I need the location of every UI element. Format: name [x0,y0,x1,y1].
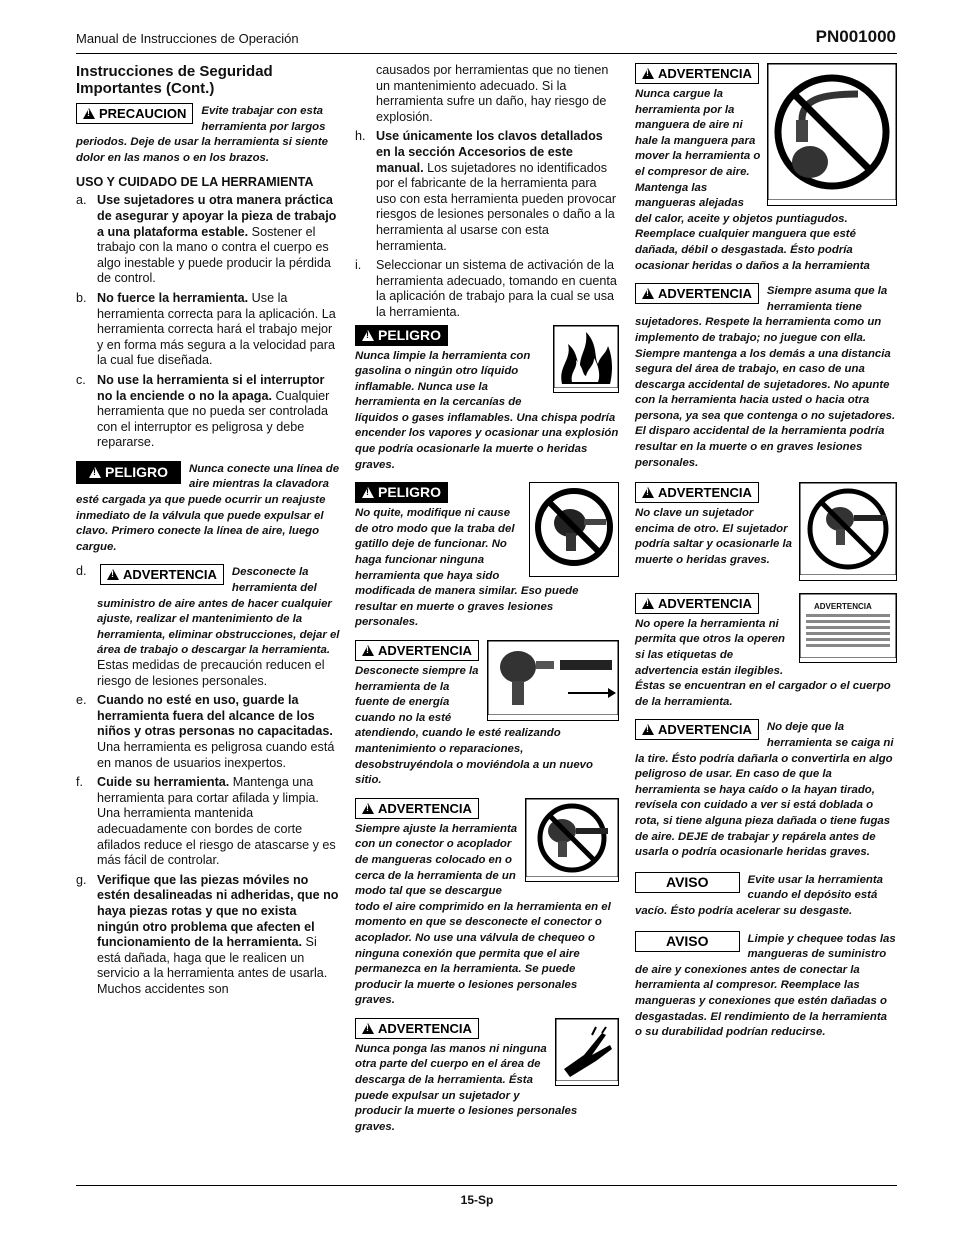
advertencia-badge: ! ADVERTENCIA [355,640,479,661]
advertencia-badge: ! ADVERTENCIA [355,798,479,819]
item-list [76,193,340,451]
label-badge: ADVERTENCIA [814,601,872,611]
list-item: f. Cuide su herramienta. Mantenga una herramienta para cortar afilada y limpia. Una herramienta mantenida adecuadamente con bordes de corte afilados reduce el riesgo de atascarse y es más fácil de controlar. [76,775,336,868]
list-item: g. Verifique que las piezas móviles no estén desalineadas ni adheridas, que no haya piezas rotas y que no exista ningún otro problema que afecten el funcionamiento de la herramienta. Si está dañada, haga que le realicen un servicio a la herramienta antes de usarla. Muchos accidentes son [76,872,339,996]
warning-text: No deje que la herramienta se caiga ni la tire. Ésto podría dañarla o convertirla en algo peligroso de usar. En caso de que la herramienta se haya caído o la hayan tirado, revísela con cuidado a ver si está doblada o rota, si tiene alguna pieza dañada o tiene fugas de aire. DEJE de trabajar y repárela antes de usarla o podría ocasionarle heridas graves. [635,721,894,859]
warning-text: Nunca ponga las manos ni ninguna otra parte del cuerpo en el área de descarga de la herramienta. Ésta puede expulsar un sujetador y producir la muerte o lesiones personales graves. [355,1042,578,1133]
warning-triangle-icon [89,467,101,478]
advertencia-badge: ! ADVERTENCIA [100,564,224,585]
page-number: 15-Sp [460,1193,494,1207]
warning-triangle-icon [642,724,654,735]
warning-text: No clave un sujetador encima de otro. El sujetador podría saltar y ocasionarle la muerte o heridas graves. [635,507,793,567]
no-modify-tool-icon [529,482,619,577]
warning-text: Siempre ajuste la herramienta con un conector o acoplador de mangueras colocado en o cerca de la herramienta de un modo tal que se descargue todo el aire comprimido en la herramienta en el momento en que se desconecte el conector o acoplador. No use una válvula de chequeo o ninguna conexión que permita que el aire permanezca en la herramienta. Se puede producir la muerte o lesiones personales graves. [355,822,611,1007]
peligro-block [76,461,340,555]
warning-text: Evite usar la herramienta cuando el depósito está vacío. Ésto podría acelerar su desgaste. [635,873,884,917]
precaucion-badge: ! PRECAUCION [76,103,193,124]
warning-triangle-icon [362,1023,374,1034]
advertencia-block [635,63,897,273]
warning-triangle-icon [107,569,119,580]
peligro-text: Nunca conecte una línea de aire mientras la clavadora esté cargada ya que puede ocurrir un reajuste inmediato de la válvula que puede expulsar el clavo. Primero conecte la línea de aire, luego cargue. [76,462,340,553]
manual-title: Manual de Instrucciones de Operación [76,31,299,46]
warning-label-icon [799,593,897,664]
header-rule [76,53,897,54]
aviso-block [635,872,897,921]
advertencia-block [635,283,897,472]
precaucion-block [76,103,340,165]
item-list [355,129,619,320]
warning-triangle-icon [362,803,374,814]
peligro-badge: ! PELIGRO [355,482,448,503]
warning-triangle-icon [362,645,374,656]
warning-text: Nunca limpie la herramienta con gasolina o ningún otro líquido inflamable. Nunca use la herramienta en la cercanías de líquidos o gases inflamables. Una chispa podría encender los vapores y ocasionar una explosión que podría ocasionarle la muerte o heridas graves. [355,349,619,471]
warning-triangle-icon [642,598,654,609]
warning-text: Desconecte siempre la herramienta de la fuente de energía cuando no la esté atendiendo, cuando le esté realizando mantenimiento o reparaciones, desobstruyéndola o moviéndola a un nuevo sitio. [355,665,593,787]
list-item: c. No use la herramienta si el interruptor no la enciende o no la apaga. Cualquier herramienta que no pueda ser controlada con el interruptor es peligrosa y debe repararse. [76,372,330,450]
disconnect-air-icon [487,640,619,721]
peligro-badge: ! PELIGRO [76,461,181,484]
warning-text: Siempre asuma que la herramienta tiene sujetadores. Respete la herramienta como un implemento de trabajo; no juegue con ella. Siempre mantenga a los demás a una distancia segura del área de trabajo, en caso de una descarga accidental de sujetadores. No apunte con la herramienta hacia usted o hacia otra persona, ya sea que contenga o no sujetadores. El disparo accidental de la herramienta podría resultar en la muerte o en graves lesiones personales. [635,285,896,469]
footer-rule [76,1185,897,1186]
warning-triangle-icon [362,487,374,498]
warning-triangle-icon [642,288,654,299]
warning-triangle-icon [362,330,374,341]
item-list-2 [76,693,340,997]
warning-text: Limpie y chequee todas las mangueras de suministro de aire y conexiones antes de conectar la herramienta al compresor. Reemplace las mangueras y conexiones que estén dañadas o desgastadas. El rendimiento de la herramienta o su durabilidad podrían reducirse. [635,932,896,1039]
warning-triangle-icon [642,487,654,498]
warning-text: Nunca cargue la herramienta por la manguera de aire ni hale la manguera para mover la herramienta o el compresor de aire. Mantenga las mangueras alejadas del calor, aceite y objetos puntiagudos. Reemplace cualquier manguera que esté dañada, débil o desgastada. Ésto podría ocasionar heridas o daños a la herramienta [635,88,870,272]
no-nail-over-nail-icon [799,482,897,581]
advertencia-block [635,719,897,861]
advertencia-badge: ! ADVERTENCIA [635,719,759,740]
part-number: PN001000 [815,27,896,46]
column-2 [355,63,619,1144]
aviso-block [635,931,897,1042]
advertencia-block [355,798,619,1008]
advertencia-badge: ! ADVERTENCIA [635,482,759,503]
advertencia-block [355,1018,619,1135]
aviso-badge: AVISO [635,931,740,952]
advertencia-badge: ! ADVERTENCIA [635,593,759,614]
advertencia-badge: ! ADVERTENCIA [635,283,759,304]
list-item: i. Seleccionar un sistema de activación de la herramienta adecuado, tomando en cuenta la aplicación de trabajo para la cual se usa la herramienta. [355,258,617,319]
list-item: d. ! ADVERTENCIA Desconecte la herramienta del suministro de aire antes de hacer cualquier ajuste, realizar el mantenimiento de la herramienta, eliminar obstrucciones, dejar el área de trabajo o descargar la herramienta. Estas medidas de precaución reducen el riesgo de lesiones personales. [76,564,340,689]
warning-triangle-icon [83,108,95,119]
column-3 [635,63,897,1052]
advertencia-block [635,593,897,710]
peligro-block [355,482,619,630]
subheading: USO Y CUIDADO DE LA HERRAMIENTA [76,175,314,190]
continued-text: causados por herramientas que no tienen un mantenimiento adecuado. Si la herramienta sufre un daño, hay riesgo de explosión. [376,63,609,124]
advertencia-block [635,482,897,583]
fire-icon [553,325,619,394]
advertencia-badge: ! ADVERTENCIA [355,1018,479,1039]
warning-triangle-icon [642,68,654,79]
warning-text: No quite, modifique ni cause de otro modo que la traba del gatillo deje de funcionar. No haga funcionar ninguna herramienta que haya sido modificada de manera similar. Eso puede resultar en muerte o graves lesiones personales. [355,507,579,629]
section-title: Instrucciones de Seguridad Importantes (Cont.) [76,63,273,97]
list-item: e. Cuando no esté en uso, guarde la herramienta fuera del alcance de los niños y otras personas no capacitadas. Una herramienta es peligrosa cuando está en manos de usuarios inexpertos. [76,693,335,770]
list-item: a. Use sujetadores u otra manera práctica de asegurar y apoyar la pieza de trabajo a una plataforma estable. Sostener el trabajo con la mano o contra el cuerpo es algo inestable y puede producir la pérdida de control. [76,193,337,286]
peligro-badge: ! PELIGRO [355,325,448,346]
advertencia-block [355,640,619,788]
peligro-block [355,325,619,473]
no-carry-by-hose-icon [767,63,897,206]
hand-hazard-icon [555,1018,619,1087]
column-1 [76,63,340,1001]
advertencia-badge: ! ADVERTENCIA [635,63,759,84]
list-item: h. Use únicamente los clavos detallados en la sección Accesorios de este manual. Los sujetadores no identificados por el fabricante de la herramienta para uso con esta herramienta pueden provocar riesgos de lesiones personales o daño a la herramienta al usarse con esta herramienta. [355,129,617,253]
warning-list [635,63,897,1042]
no-coupler-icon [525,798,619,883]
warning-text: No opere la herramienta ni permita que otros la operen si las etiquetas de advertencia están ilegibles. Éstas se encuentran en el cargador o el cuerpo de la herramienta. [635,617,891,708]
warning-list [355,325,619,1135]
list-item: b. No fuerce la herramienta. Use la herramienta correcta para la aplicación. La herramienta correcta hará el trabajo mejor y en forma más segura a la velocidad para la cual fue diseñada. [76,290,336,368]
item-d [76,564,340,689]
precaucion-text: Evite trabajar con esta herramienta por largos periodos. Deje de usar la herramienta si siente dolor en las manos o en los brazos. [76,105,328,164]
aviso-badge: AVISO [635,872,740,893]
